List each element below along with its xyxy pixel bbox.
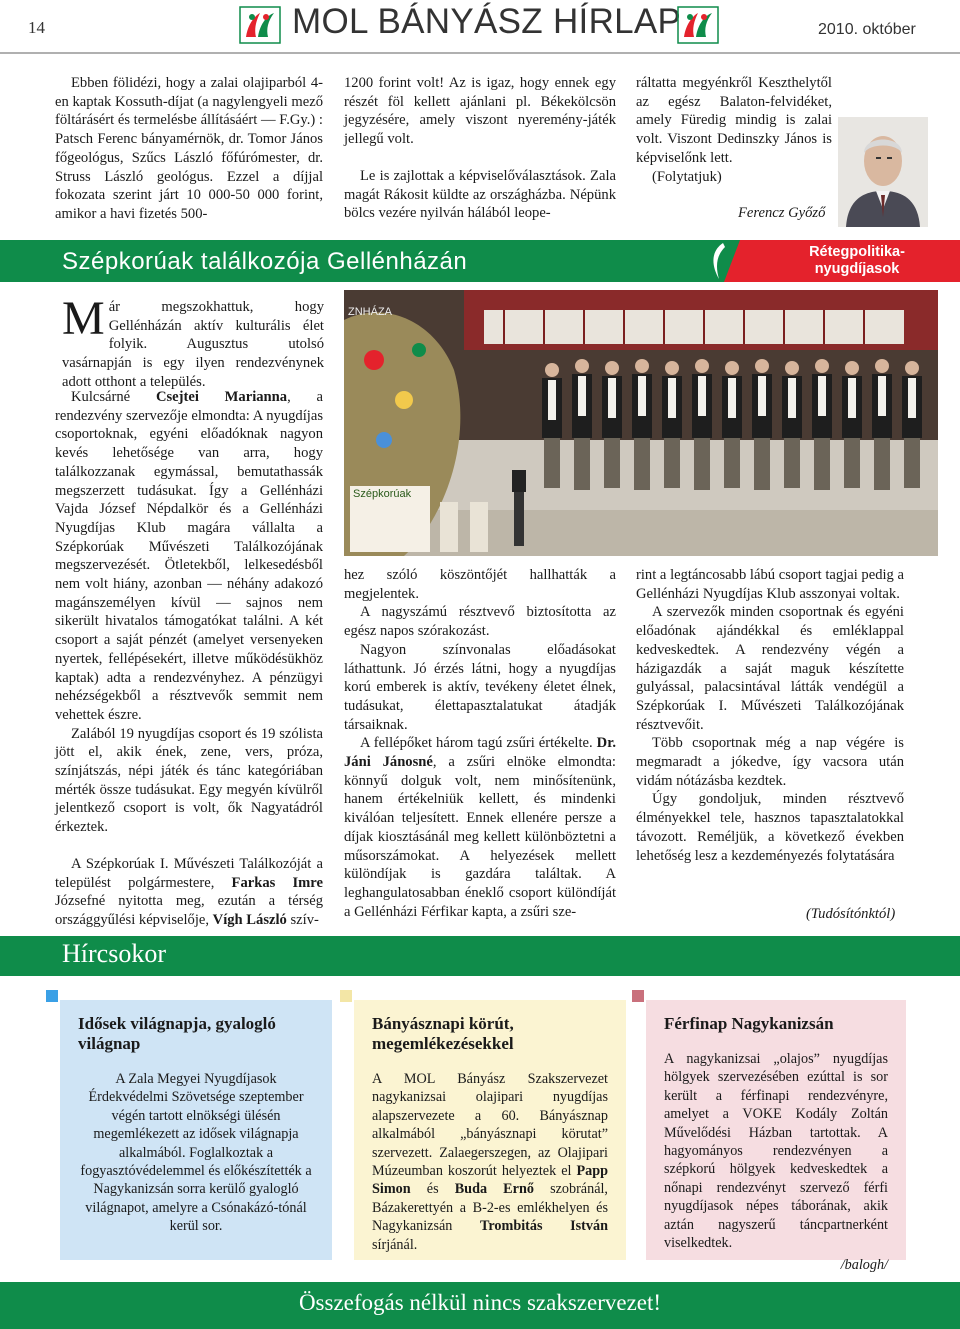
photo-sign-left: ZNHÁZA xyxy=(348,306,392,318)
article-title: Szépkorúak találkozója Gellénházán xyxy=(62,248,468,275)
news-box-title: Bányásznapi körút, megemlékezésekkel xyxy=(372,1014,514,1053)
photo-sign-panel: Szépkorúak xyxy=(353,488,412,500)
news-box-elderly-day xyxy=(60,1000,332,1260)
news-box-body: A Zala Megyei Nyugdíjasok Érdekvédelmi Szövetsége szeptember végén tartott elnökségi ülésén megemlékezett az idősek világnapja alkalmából. Foglalkoztak a fogyasztóvédelemmel és előkészítették a Nagykanizsán sorra kerülő gyalogló világnapot, amelyre a Csónakázó-tónál kerül sor. xyxy=(80,1071,312,1235)
box2-corner-square xyxy=(340,990,352,1002)
box3-corner-square xyxy=(632,990,644,1002)
top-article-col3-p2: (Folytatjuk) xyxy=(652,168,722,185)
section-tag: Rétegpolitika-nyugdíjasok xyxy=(809,244,905,277)
article-col2-p3: Nagyon színvonalas előadásokat láthattunk. Jó érzés látni, hogy a nyugdíjas korú emberek is aktív, tevékeny életet élnek, tudásukat, élettapasztalatukat átadják társaiknak. xyxy=(344,641,616,733)
box1-corner-square xyxy=(46,990,58,1002)
top-article-col2-p1: 1200 forint volt! Az is igaz, hogy ennek egy részét föl kellett ajánlani pl. Békekölcsön jegyzésére, amely viszont nyeremény-játék jellegű volt. xyxy=(344,75,616,148)
article-col3-p1: rint a legtáncosabb lábú csoport tagjai pedig a Gellénházi Nyugdíjas Klub asszonyai voltak. xyxy=(636,567,904,602)
article-col3-p2: A szervezők minden csoportnak és egyéni előadónak ajándékkal és emléklappal kedveskedtek. A rendezvény végén a házigazdák a saját maguk készítette gulyással, palacsintával látták vendégül a Szépkorúak I. Művészeti Találkozójának résztvevőit. xyxy=(636,604,904,733)
top-article-author: Ferencz Győző xyxy=(738,205,826,221)
top-article-col3-p1: ráltatta megyénkről Keszthelytől az egész Balaton-felvidéket, amely Füredig mindig is zalai volt. Viszont Dedinszky János is képviselőnk lett. xyxy=(636,75,832,166)
issue-date: 2010. október xyxy=(818,21,916,38)
article-col3-p4: Úgy gondoljuk, minden résztvevő élményekkel tele, hasznos tapasztalatokkal távozott. Reméljük, a következő években lehetőség lesz a kezdeményezés folytatására xyxy=(636,791,904,864)
author-portrait xyxy=(838,117,928,227)
event-photo xyxy=(344,290,938,556)
news-box-title: Idősek világnapja, gyalogló világnap xyxy=(78,1014,276,1053)
article-col1-p2: Zalából 19 nyugdíjas csoport és 19 szólista jött el, akik ének, zene, vers, próza, színjátszás, népi játék és tánc kategóriában mérték össze tudásukat. Egy megyén kívülről jelentkező csoport is volt, ők Nagyatádról érkeztek. xyxy=(55,725,323,836)
article-col1-p1: Kulcsárné Csejtei Marianna, a rendezvény szervezője elmondta: A nyugdíjas csoportoknak, egyéni előadóknak nagyon kevés lehetősége van arra, hogy találkozzanak egymással, bemutathassák megszerzett tudásukat. Így a Gellénházi Vajda József Népdalkör és a Gellénházi Nyugdíjas Klub magára vállalta a Szépkorúak Művészeti Találkozójának megszervezését. Ötletekből, lelkesedésből nem volt hiány, azonban — néhány adakozó magánszemélyen kívül — sajnos nem sikerült hivatalos támogatókat találni. A két csoport a saját pénzét (amelyet versenyeken nyertek, fellépésekért, illetve működésükhöz kaptak) adta a rendezvényhez. A pénzügyi nehézségekből a résztvevők semmit nem vehettek észre. xyxy=(55,389,323,723)
news-box-signature: /balogh/ xyxy=(840,1257,888,1274)
article-col3-p3: Több csoportnak még a nap végére is megmaradt a jókedve, így vacsora után vidám nótázásba kezdtek. xyxy=(636,735,904,789)
news-box-body: A MOL Bányász Szakszervezet nagykanizsai olajipari nyugdíjas alapszervezete a 60. Bányásznap alkalmából „bányásznapi körutat” szervezett. Zalaegerszegen, az Olajipari Múzeumban koszorút helyeztek el Papp Simon és Buda Ernő szobránál, Bázakerettyén a B-2-es emlékhelyen és Nagykanizsán Trombitás István sírjánál. xyxy=(372,1071,608,1253)
news-box-title: Férfinap Nagykanizsán xyxy=(664,1014,834,1033)
article-col2 xyxy=(344,566,616,921)
article-lead xyxy=(62,292,324,392)
drop-cap: M xyxy=(62,292,105,345)
news-box-miners-day xyxy=(354,1000,626,1260)
news-bouquet-title: Hírcsokor xyxy=(62,939,166,968)
article-col1 xyxy=(55,388,323,930)
article-col2-p2: A nagyszámú résztvevő biztosította az egész napos szórakozást. xyxy=(344,604,616,640)
news-box-mens-day xyxy=(646,1000,906,1274)
leaf-ornament-icon xyxy=(705,241,727,281)
lead-text: ár megszokhattuk, hogy Gellénházán aktív kulturális élet folyik. Augusztus utolsó vasárnapján is egy ilyen rendezvénynek adott otthont a település. xyxy=(62,299,324,390)
masthead-title: MOL BÁNYÁSZ HÍRLAP xyxy=(292,2,682,41)
article-col3 xyxy=(636,566,904,865)
footer-slogan: Összefogás nélkül nincs szakszervezet! xyxy=(298,1290,662,1315)
article-signature: (Tudósítónktól) xyxy=(806,906,896,922)
article-col2-p4: A fellépőket három tagú zsűri értékelte. Dr. Jáni Jánosné, a zsűri elnöke elmondta: könnyű dolguk volt, nem minősítenünk, hanem értékelniük kellett, és mindenki kiválóan teljesített. Ennek ellenére persze a díjak kiosztásánál meg kellett különböztetni a műsorszámokat. A helyezések mellett különdíjak is gazdára találtak. A leghangulatosabban éneklő csoport különdíját a Gellénházi Férfikar kapta, a zsűri sze- xyxy=(344,735,616,920)
mol-logo-left-icon xyxy=(238,5,282,45)
top-article-col2 xyxy=(344,74,616,223)
article-col2-p1: hez szóló köszöntőjét hallhatták a megjelentek. xyxy=(344,567,616,602)
top-article-col3 xyxy=(636,74,832,186)
header-divider xyxy=(0,52,960,54)
mol-logo-right-icon xyxy=(676,5,720,45)
choir-stage-illustration xyxy=(344,290,938,556)
news-box-body: A nagykanizsai „olajos” nyugdíjas hölgyek szervezésében ezúttal is sor került a férfinapi rendezvényre, amelyet a VOKE Kodály Zoltán Művelődési Házban tartottak. A hagyományos rendezvényen a szépkorú hölgyek kedveskedtek a nőnapi rendezvényt szervező férfi nyugdíjasok népes táborának, akik aztán nagyszerű táncpartnerként viselkedtek. xyxy=(664,1051,888,1252)
top-article-col1: Ebben fölidézi, hogy a zalai olajiparból 4-en kaptak Kossuth-díjat (a nagylengyeli mező föltárásért és termelésbe állításáért — F.Gy.) : Patsch Ferenc bányamérnök, dr. Tomor János főgeológus, Szűcs László főfúrómester, dr. Struss László geológus. Ezzel a díjjal fokozata szerint járt 10 000-50 000 forint, amikor a havi fizetés 500- xyxy=(55,75,323,222)
page-number: 14 xyxy=(28,18,45,37)
top-article-col2-p2: Le is zajlottak a képviselőválasztások. Zala magát Rákosit küldte az országházba. Népünk bölcs vezére nyilván hálából leope- xyxy=(344,167,616,222)
article-col1-p3: A Szépkorúak I. Művészeti Találkozóját a települést polgármestere, Farkas Imre Józsefné nyitotta meg, ezután a térség országgyűlési képviselője, Vígh László szív- xyxy=(55,855,323,928)
